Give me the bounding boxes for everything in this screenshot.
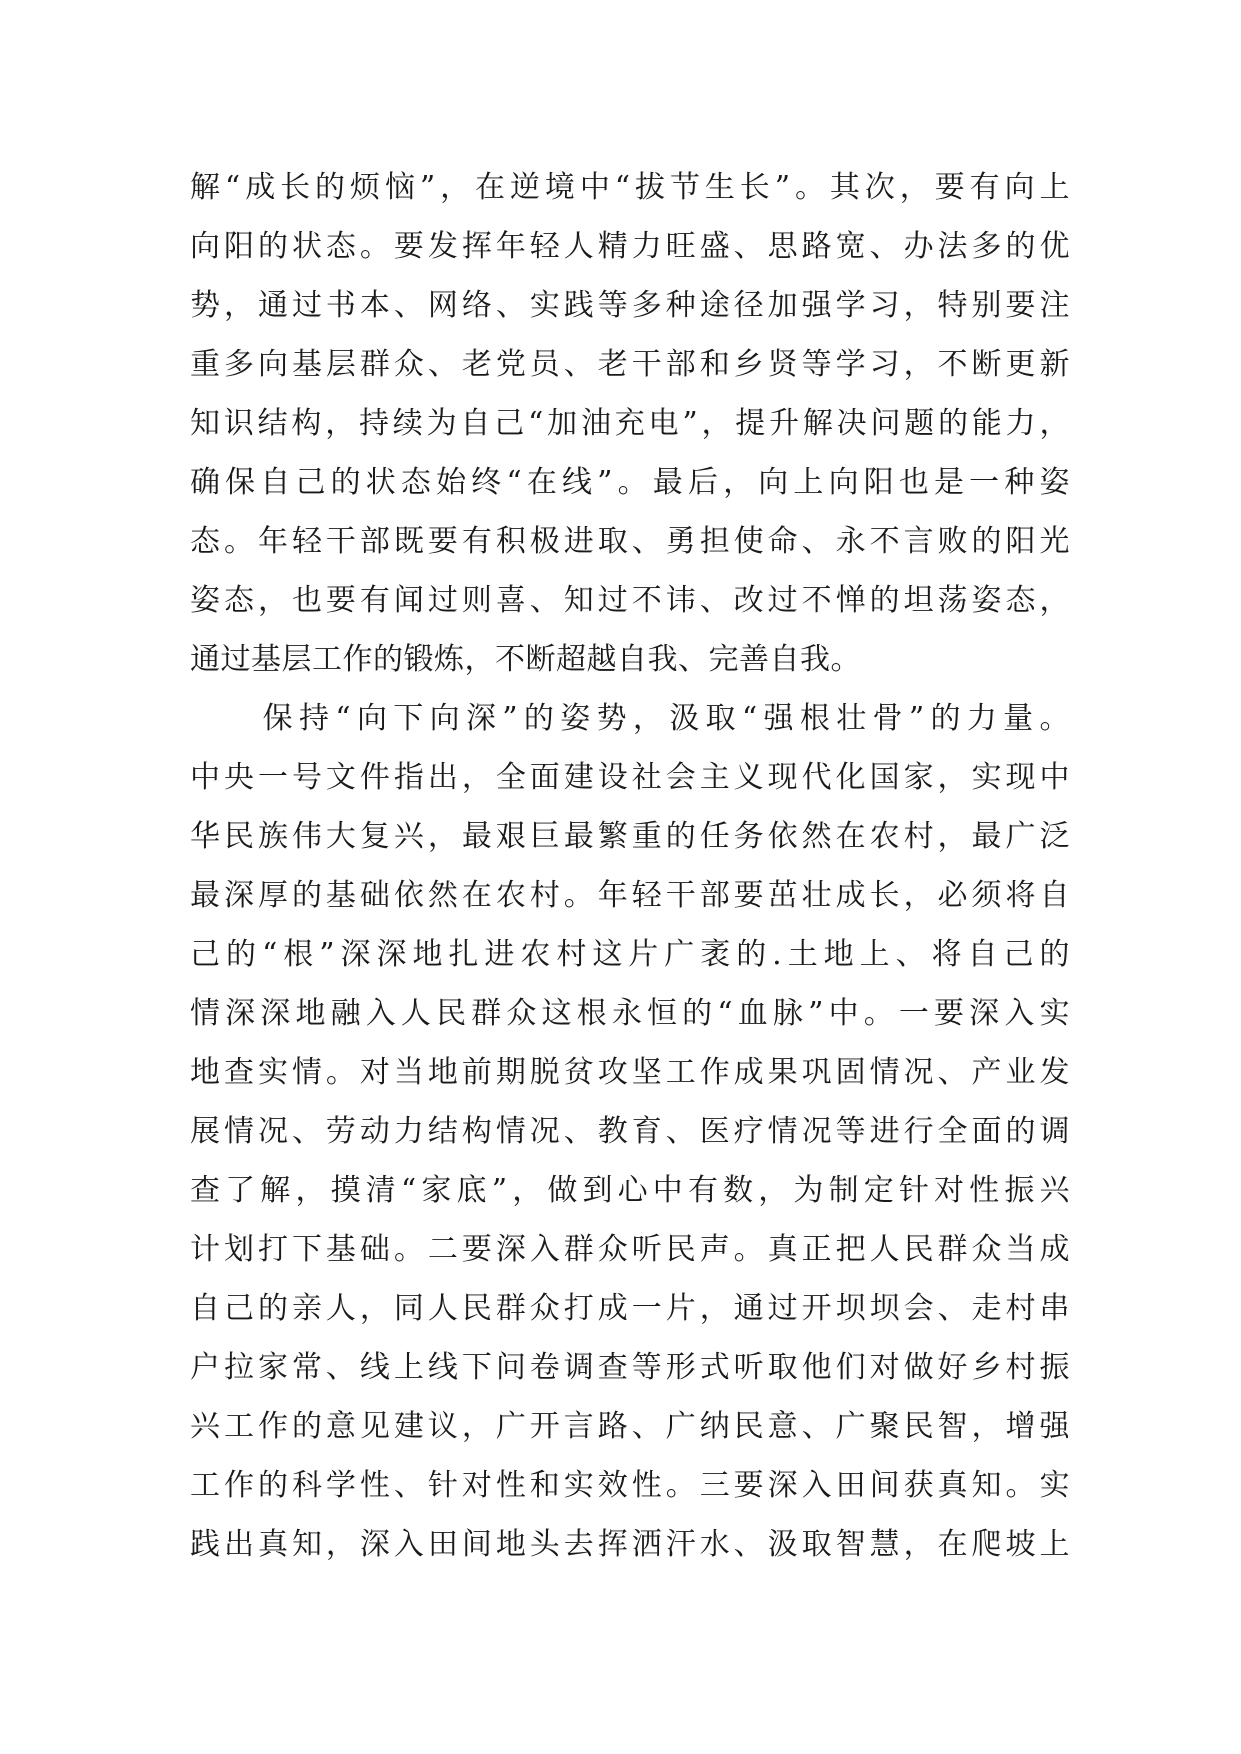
text-line: 己的“根”深深地扎进农村这片广袤的.土地上、将自己的 xyxy=(190,937,1070,972)
text-line: 兴工作的意见建议，广开言路、广纳民意、广聚民智，增强 xyxy=(190,1409,1070,1444)
text-line: 态。年轻干部既要有积极进取、勇担使命、永不言败的阳光 xyxy=(190,524,1070,559)
text-line: 确保自己的状态始终“在线”。最后，向上向阳也是一种姿 xyxy=(190,465,1070,500)
text-line: 知识结构，持续为自己“加油充电”，提升解决问题的能力， xyxy=(190,406,1070,441)
text-line: 最深厚的基础依然在农村。年轻干部要茁壮成长，必须将自 xyxy=(190,878,1070,913)
paragraph-start-line: 保持“向下向深”的姿势，汲取“强根壮骨”的力量。 xyxy=(190,701,1070,736)
text-line: 户拉家常、线上线下问卷调查等形式听取他们对做好乡村振 xyxy=(190,1350,1070,1385)
body-text xyxy=(190,158,1070,1574)
text-line: 自己的亲人，同人民群众打成一片，通过开坝坝会、走村串 xyxy=(190,1291,1070,1326)
text-line: 地查实情。对当地前期脱贫攻坚工作成果巩固情况、产业发 xyxy=(190,1055,1070,1090)
text-line: 姿态，也要有闻过则喜、知过不讳、改过不惮的坦荡姿态， xyxy=(190,583,1070,618)
paragraph-end-line: 通过基层工作的锻炼，不断超越自我、完善自我。 xyxy=(190,642,861,677)
text-line: 查了解，摸清“家底”，做到心中有数，为制定针对性振兴 xyxy=(190,1173,1070,1208)
text-line: 华民族伟大复兴，最艰巨最繁重的任务依然在农村，最广泛 xyxy=(190,819,1070,854)
text-line: 中央一号文件指出，全面建设社会主义现代化国家，实现中 xyxy=(190,760,1070,795)
text-line: 践出真知，深入田间地头去挥洒汗水、汲取智慧，在爬坡上 xyxy=(190,1527,1070,1562)
text-line: 解“成长的烦恼”，在逆境中“拔节生长”。其次，要有向上 xyxy=(190,170,1070,205)
text-line: 工作的科学性、针对性和实效性。三要深入田间获真知。实 xyxy=(190,1468,1070,1503)
text-line: 向阳的状态。要发挥年轻人精力旺盛、思路宽、办法多的优 xyxy=(190,229,1070,264)
text-line: 势，通过书本、网络、实践等多种途径加强学习，特别要注 xyxy=(190,288,1070,323)
text-line: 情深深地融入人民群众这根永恒的“血脉”中。一要深入实 xyxy=(190,996,1070,1031)
text-line: 展情况、劳动力结构情况、教育、医疗情况等进行全面的调 xyxy=(190,1114,1070,1149)
text-line: 重多向基层群众、老党员、老干部和乡贤等学习，不断更新 xyxy=(190,347,1070,382)
text-line: 计划打下基础。二要深入群众听民声。真正把人民群众当成 xyxy=(190,1232,1070,1267)
